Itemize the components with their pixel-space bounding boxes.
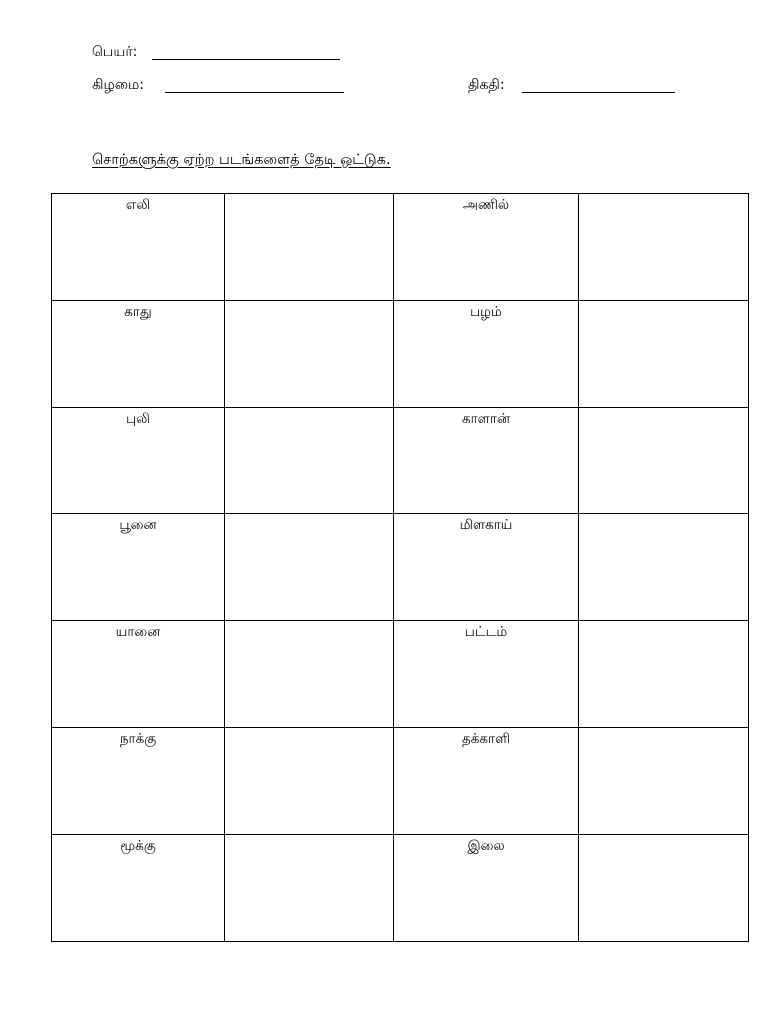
word-cell: எலி <box>52 194 225 301</box>
name-blank-line <box>152 59 340 60</box>
picture-cell <box>225 834 394 941</box>
table-row <box>52 514 749 621</box>
word-cell: பழம் <box>394 300 579 407</box>
picture-cell <box>225 514 394 621</box>
date-blank-line <box>522 92 675 93</box>
table-row <box>52 300 749 407</box>
word-cell: பூனை <box>52 514 225 621</box>
table-row <box>52 407 749 514</box>
picture-cell <box>579 407 749 514</box>
picture-cell <box>579 194 749 301</box>
word-cell: மூக்கு <box>52 834 225 941</box>
picture-cell <box>225 407 394 514</box>
table-row <box>52 727 749 834</box>
day-label: கிழமை: <box>92 77 144 93</box>
day-blank-line <box>165 92 344 93</box>
picture-cell <box>225 621 394 728</box>
word-cell: பட்டம் <box>394 621 579 728</box>
table-row <box>52 194 749 301</box>
word-cell: காது <box>52 300 225 407</box>
word-cell: அணில் <box>394 194 579 301</box>
word-cell: காளான் <box>394 407 579 514</box>
picture-cell <box>579 621 749 728</box>
picture-cell <box>225 300 394 407</box>
table-row <box>52 834 749 941</box>
instruction-heading: சொற்களுக்கு ஏற்ற படங்களைத் தேடி ஒட்டுக. <box>92 152 391 168</box>
picture-cell <box>579 300 749 407</box>
word-cell: இலை <box>394 834 579 941</box>
picture-cell <box>579 727 749 834</box>
word-cell: தக்காளி <box>394 727 579 834</box>
picture-cell <box>225 727 394 834</box>
picture-cell <box>579 514 749 621</box>
word-cell: மிளகாய் <box>394 514 579 621</box>
worksheet-table <box>51 193 749 942</box>
word-cell: யானை <box>52 621 225 728</box>
picture-cell <box>579 834 749 941</box>
date-label: திகதி: <box>468 77 505 93</box>
name-label: பெயர்: <box>92 44 138 60</box>
word-cell: புலி <box>52 407 225 514</box>
picture-cell <box>225 194 394 301</box>
word-cell: நாக்கு <box>52 727 225 834</box>
table-row <box>52 621 749 728</box>
